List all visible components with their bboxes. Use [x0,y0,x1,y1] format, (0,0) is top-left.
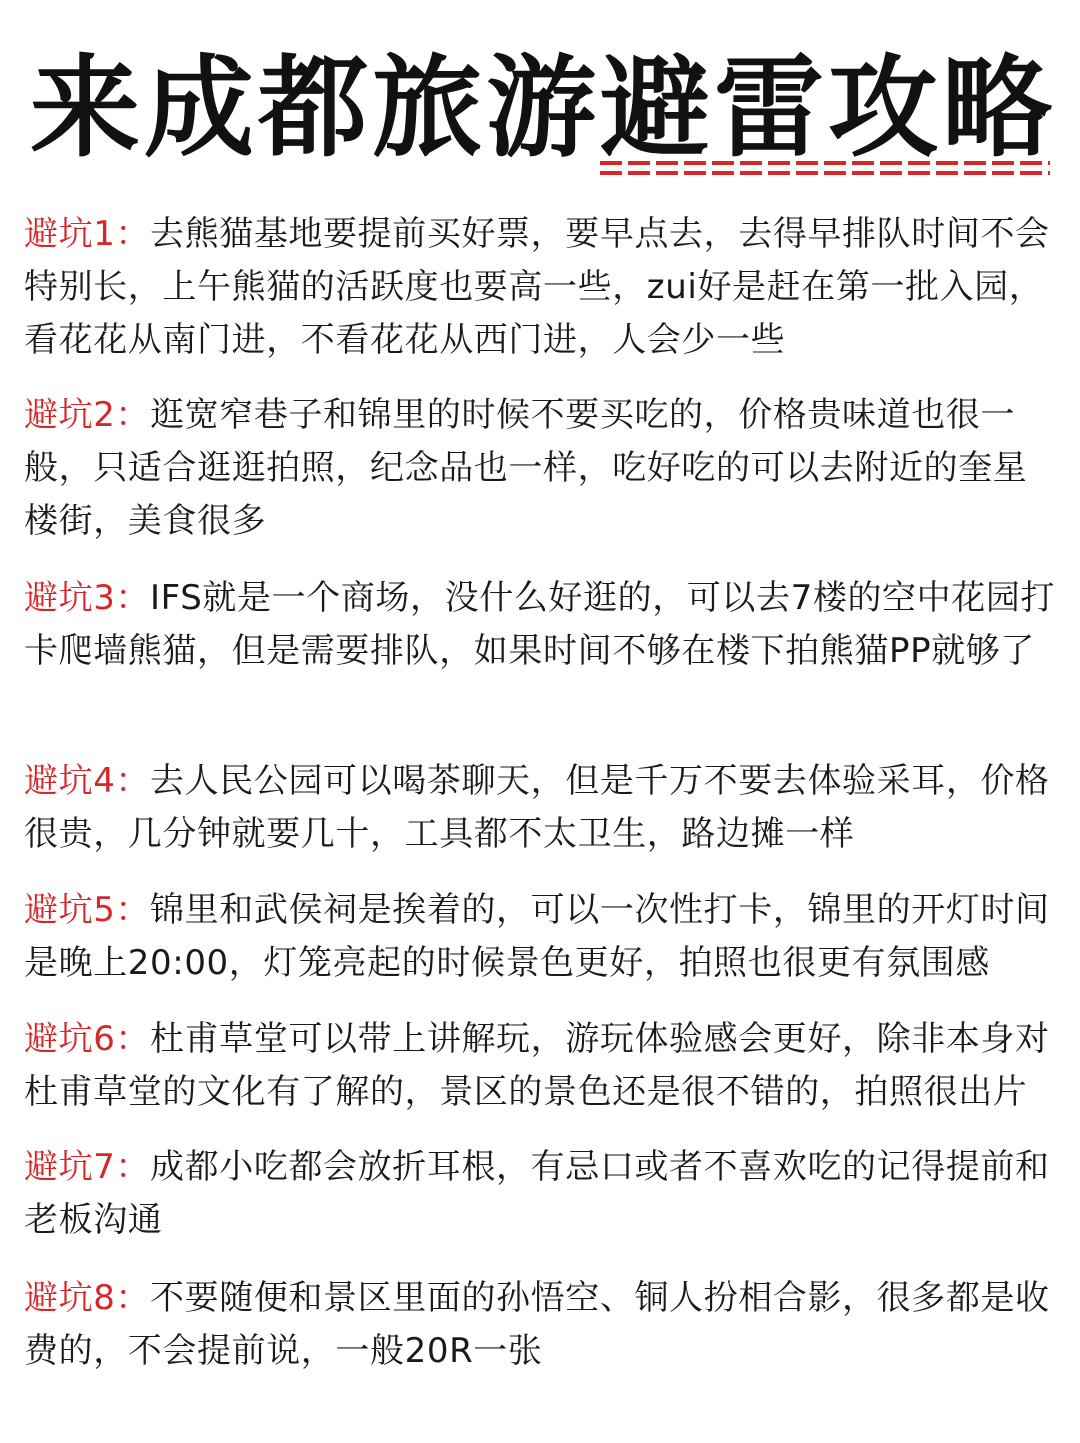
tip-text: 逛宽窄巷子和锦里的时候不要买吃的，价格贵味道也很一般，只适合逛逛拍照，纪念品也一样，吃好吃的可以去附近的奎星楼街，美食很多 [24,395,1028,541]
tip-text: IFS就是一个商场，没什么好逛的，可以去7楼的空中花园打卡爬墙熊猫，但是需要排队，如果时间不够在楼下拍熊猫PP就够了 [24,578,1056,671]
title-section [0,38,1080,188]
tip-label: 避坑8： [24,1278,151,1318]
tip-label: 避坑1： [24,214,151,254]
tip-label: 避坑7： [24,1147,151,1187]
tip-item [24,208,1059,367]
tip-label: 避坑5： [24,890,151,930]
tip-label: 避坑6： [24,1019,151,1059]
red-double-underline [600,158,1050,178]
tip-item [24,1013,1059,1119]
tip-item [24,1272,1059,1378]
tip-text: 成都小吃都会放折耳根，有忌口或者不喜欢吃的记得提前和老板沟通 [24,1147,1050,1240]
tip-item [24,755,1059,861]
tip-item [24,389,1059,548]
tip-label: 避坑4： [24,761,151,801]
tip-item [24,1141,1059,1247]
tip-label: 避坑2： [24,395,151,435]
tip-label: 避坑3： [24,578,151,618]
tip-text: 不要随便和景区里面的孙悟空、铜人扮相合影，很多都是收费的，不会提前说，一般20R一张 [24,1278,1050,1371]
tip-text: 杜甫草堂可以带上讲解玩，游玩体验感会更好，除非本身对杜甫草堂的文化有了解的，景区的景色还是很不错的，拍照很出片 [24,1019,1050,1112]
tip-text: 去熊猫基地要提前买好票，要早点去，去得早排队时间不会特别长，上午熊猫的活跃度也要高一些，zui好是赶在第一批入园，看花花从南门进，不看花花从西门进，人会少一些 [24,214,1050,360]
tip-item [24,884,1059,990]
page-title: 来成都旅游避雷攻略 [30,44,1056,172]
tip-text: 去人民公园可以喝茶聊天，但是千万不要去体验采耳，价格很贵，几分钟就要几十，工具都不太卫生，路边摊一样 [24,761,1050,854]
tip-text: 锦里和武侯祠是挨着的，可以一次性打卡，锦里的开灯时间是晚上20:00，灯笼亮起的时候景色更好，拍照也很更有氛围感 [24,890,1050,983]
tip-item [24,572,1059,678]
